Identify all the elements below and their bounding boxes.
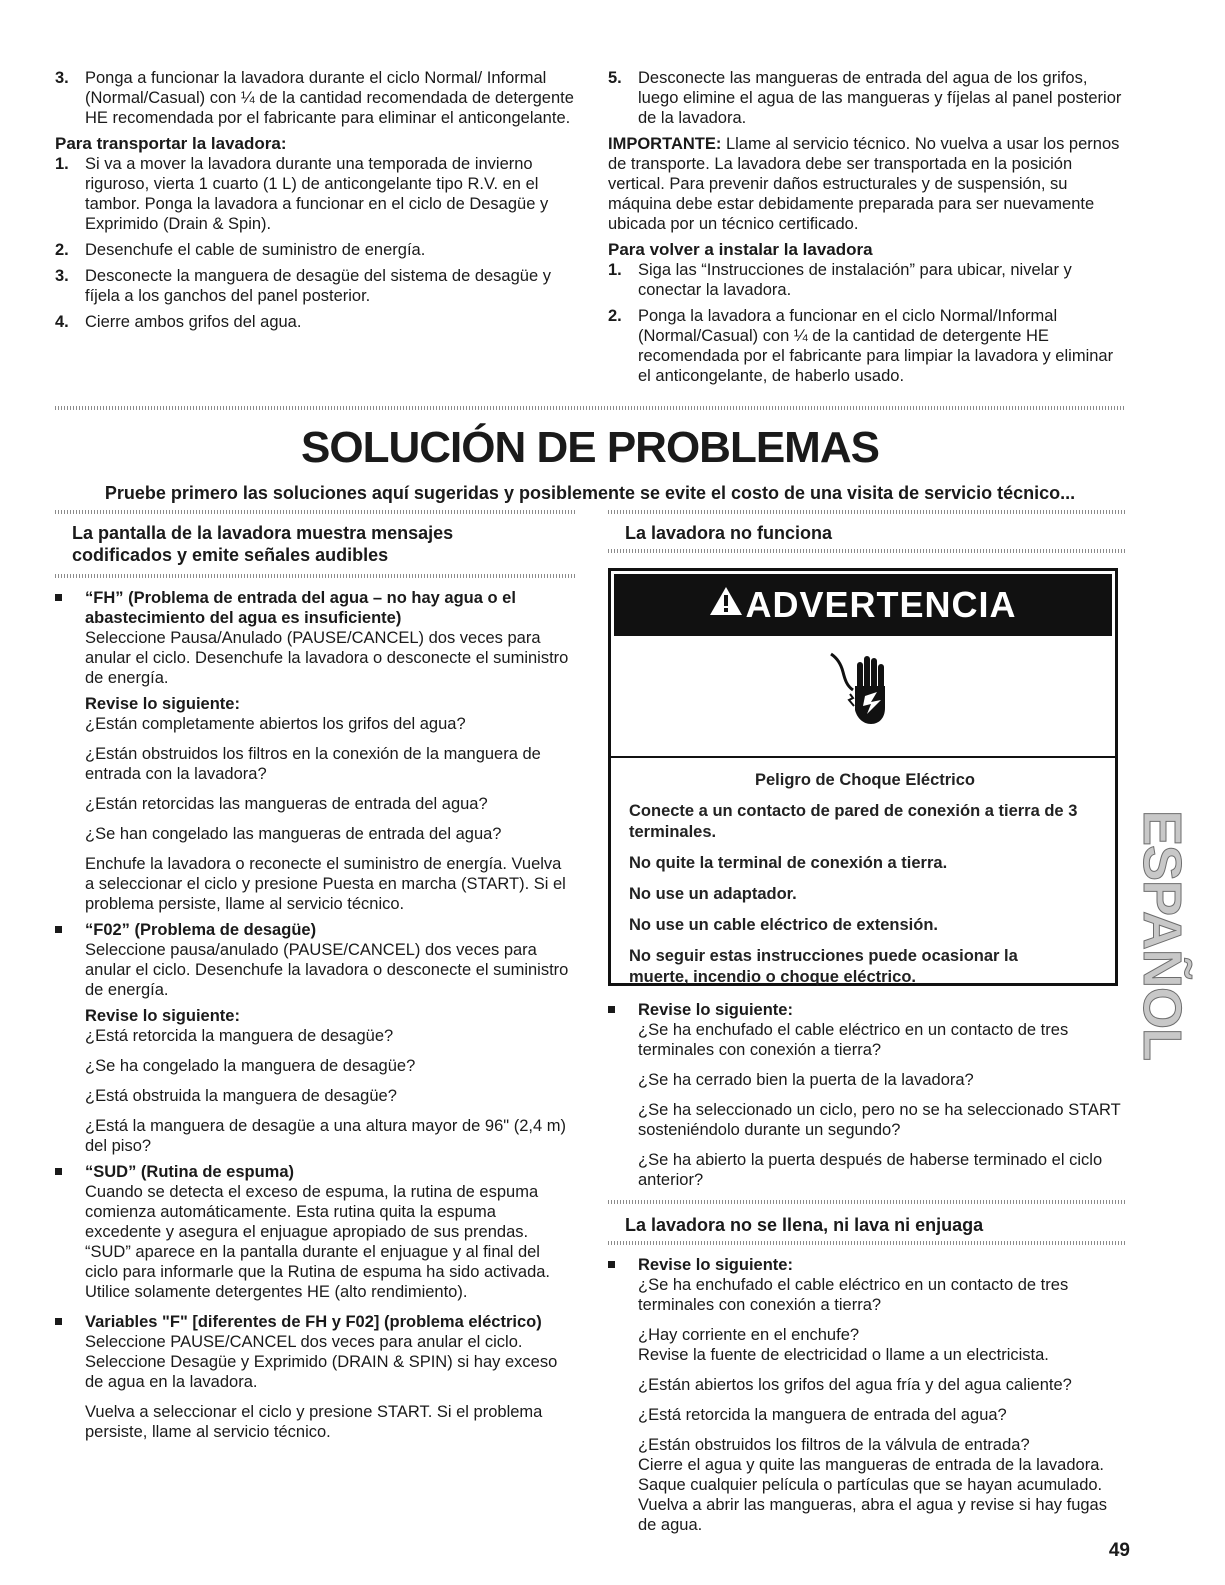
transport-step-1 [55, 154, 575, 234]
warning-hazard: Peligro de Choque Eléctrico [754, 771, 976, 789]
variables-title: Variables "F" [diferentes de FH y F02] (problema eléctrico) [85, 1313, 542, 1331]
nf-q2: ¿Se ha cerrado bien la puerta de la lavadora? [638, 1071, 974, 1089]
sud-item [55, 1162, 575, 1302]
f02-check: Revise lo siguiente: [85, 1007, 240, 1025]
step-number: 3. [55, 267, 69, 285]
warning-line-2: No quite la terminal de conexión a tierra. [629, 854, 948, 872]
electric-shock-hand-icon [611, 646, 1115, 736]
transport-step-2 [55, 240, 575, 260]
right-heading-2: La lavadora no se llena, ni lava ni enjuaga [625, 1215, 984, 1235]
bullet-icon [55, 594, 62, 601]
sud-title: “SUD” (Rutina de espuma) [85, 1163, 295, 1181]
bullet-icon [55, 1318, 62, 1325]
warning-line-5: No seguir estas instrucciones puede ocasionar la muerte, incendio o choque eléctrico. [629, 947, 1018, 986]
not-working-item [608, 1000, 1125, 1190]
nl-q2b: Revise la fuente de electricidad o llame a un electricista. [638, 1346, 1049, 1364]
nl-q4: ¿Está retorcida la manguera de entrada del agua? [638, 1406, 1007, 1424]
step-text: Si va a mover la lavadora durante una temporada de invierno riguroso, vierta 1 cuarto (1 L) de anticongelante tipo R.V. en el tambor. Ponga la lavadora a funcionar en el ciclo de Desagüe y Exprimido (Drain & Spin). [85, 155, 549, 233]
step-number: 1. [55, 155, 69, 173]
warning-body [611, 758, 1115, 988]
step-text: Ponga la lavadora a funcionar en el ciclo Normal/Informal (Normal/Casual) con ¼ de la cantidad de detergente HE recomendada por el fabricante para limpiar la lavadora y eliminar el anticongelante, de haberlo usado. [638, 307, 1114, 385]
fh-end: Enchufe la lavadora o reconecte el suministro de energía. Vuelva a seleccionar el ciclo y presione Puesta en marcha (START). Si el problema persiste, llame al servicio técnico. [85, 855, 566, 913]
reinstall-step-2 [608, 306, 1123, 386]
f02-title: “F02” (Problema de desagüe) [85, 921, 317, 939]
fh-q1: ¿Están completamente abiertos los grifos del agua? [85, 715, 466, 733]
column-divider-left [55, 510, 575, 514]
reinstall-step-1 [608, 260, 1123, 300]
bullet-icon [55, 1168, 62, 1175]
warning-line-1: Conecte a un contacto de pared de conexión a tierra de 3 terminales. [629, 802, 1078, 841]
section-title: SOLUCIÓN DE PROBLEMAS [301, 423, 879, 472]
right-section-divider [608, 1200, 1125, 1204]
right-heading-1-underline [608, 549, 1125, 553]
nl-q5b: Cierre el agua y quite las mangueras de entrada de la lavadora. Saque cualquier película o partículas que se hayan acumulado. Vuelva a abrir las mangueras, abra el agua y revise si hay fugas de agua. [638, 1456, 1107, 1534]
step-5 [608, 68, 1123, 128]
f02-text: Seleccione pausa/anulado (PAUSE/CANCEL) dos veces para anular el ciclo. Desenchufe la lavadora o desconecte el suministro de energía. [85, 941, 569, 999]
nl-q3: ¿Están abiertos los grifos del agua fría y del agua caliente? [638, 1376, 1072, 1394]
important-note [608, 134, 1123, 234]
step-number: 2. [55, 241, 69, 259]
variables-text: Seleccione PAUSE/CANCEL dos veces para anular el ciclo. Seleccione Desagüe y Exprimido (DRAIN & SPIN) si hay exceso de agua en la lavadora. [85, 1333, 558, 1391]
step-text: Desconecte la manguera de desagüe del sistema de desagüe y fíjela a los ganchos del panel posterior. [85, 267, 551, 305]
nf-check: Revise lo siguiente: [638, 1001, 793, 1019]
nl-q1: ¿Se ha enchufado el cable eléctrico en un contacto de tres terminales con conexión a tierra? [638, 1276, 1069, 1314]
warning-line-3: No use un adaptador. [629, 885, 797, 903]
nl-check: Revise lo siguiente: [638, 1256, 793, 1274]
top-left-block [55, 68, 575, 332]
nf-q4: ¿Se ha abierto la puerta después de haberse terminado el ciclo anterior? [638, 1151, 1103, 1189]
step-3 [55, 68, 575, 128]
step-text: Desconecte las mangueras de entrada del agua de los grifos, luego elimine el agua de las mangueras y fíjelas al panel posterior de la lavadora. [638, 69, 1122, 127]
right-column [608, 522, 1125, 1535]
f02-q1: ¿Está retorcida la manguera de desagüe? [85, 1027, 394, 1045]
transport-heading: Para transportar la lavadora: [55, 134, 287, 153]
step-number: 5. [608, 69, 622, 87]
step-text: Desenchufe el cable de suministro de energía. [85, 241, 426, 259]
warning-triangle-icon [709, 573, 743, 635]
page-number: 49 [1108, 1540, 1130, 1561]
left-column [55, 522, 575, 1442]
no-fill-item [608, 1255, 1125, 1535]
right-heading-2-underline [608, 1241, 1125, 1245]
step-number: 2. [608, 307, 622, 325]
fh-title: “FH” (Problema de entrada del agua – no hay agua o el abastecimiento del agua es insuficiente) [85, 589, 516, 627]
left-heading: La pantalla de la lavadora muestra mensajes codificados y emite señales audibles [72, 523, 454, 565]
nl-q2: ¿Hay corriente en el enchufe? [638, 1326, 860, 1344]
warning-title: ADVERTENCIA [745, 584, 1017, 625]
warning-box [608, 568, 1118, 986]
step-number: 4. [55, 313, 69, 331]
section-subtitle: Pruebe primero las soluciones aquí sugeridas y posiblemente se evite el costo de una visita de servicio técnico... [104, 483, 1076, 503]
nl-q5: ¿Están obstruidos los filtros de la válvula de entrada? [638, 1436, 1030, 1454]
variables-item [55, 1312, 575, 1442]
bullet-icon [608, 1006, 615, 1013]
important-label: IMPORTANTE: [608, 135, 722, 153]
fh-q2: ¿Están obstruidos los filtros en la conexión de la manguera de entrada con la lavadora? [85, 745, 541, 783]
warning-line-4: No use un cable eléctrico de extensión. [629, 916, 939, 934]
step-text: Siga las “Instrucciones de instalación” para ubicar, nivelar y conectar la lavadora. [638, 261, 1072, 299]
sud-text: Cuando se detecta el exceso de espuma, la rutina de espuma comienza automáticamente. Esta rutina quita la espuma excedente y asegura el enjuague apropiado de sus prendas. “SUD” aparece en la pantalla durante el enjuague y al final del ciclo para informarle que la Rutina de espuma ha sido activada. Utilice solamente detergentes HE (alto rendimiento). [85, 1183, 551, 1301]
side-tab-text: ESPAÑOL [1132, 809, 1192, 1061]
fh-q4: ¿Se han congelado las mangueras de entrada del agua? [85, 825, 502, 843]
section-divider [55, 406, 1125, 410]
nf-q1: ¿Se ha enchufado el cable eléctrico en un contacto de tres terminales con conexión a tierra? [638, 1021, 1069, 1059]
transport-step-3 [55, 266, 575, 306]
variables-end: Vuelva a seleccionar el ciclo y presione START. Si el problema persiste, llame al servicio técnico. [85, 1403, 543, 1441]
right-heading-1: La lavadora no funciona [625, 523, 833, 543]
important-text: Llame al servicio técnico. No vuelva a usar los pernos de transporte. La lavadora debe ser transportada en la posición vertical. Para prevenir daños estructurales y de suspensión, su máquina debe estar debidamente preparada para ser nuevamente ubicada por un técnico certificado. [608, 135, 1120, 233]
column-divider-right [608, 510, 1125, 514]
f02-q3: ¿Está obstruida la manguera de desagüe? [85, 1087, 397, 1105]
transport-step-4 [55, 312, 575, 332]
reinstall-heading: Para volver a instalar la lavadora [608, 240, 873, 259]
fh-item [55, 588, 575, 914]
f02-q2: ¿Se ha congelado la manguera de desagüe? [85, 1057, 416, 1075]
side-tab-language [1132, 809, 1192, 1061]
step-number: 1. [608, 261, 622, 279]
top-right-block [608, 68, 1123, 386]
fh-q3: ¿Están retorcidas las mangueras de entrada del agua? [85, 795, 488, 813]
nf-q3: ¿Se ha seleccionado un ciclo, pero no se ha seleccionado START sosteniéndolo durante un segundo? [638, 1101, 1121, 1139]
fh-text: Seleccione Pausa/Anulado (PAUSE/CANCEL) dos veces para anular el ciclo. Desenchufe la lavadora o desconecte el suministro de energía. [85, 629, 569, 687]
step-number: 3. [55, 69, 69, 87]
warning-header [614, 574, 1112, 636]
f02-item [55, 920, 575, 1156]
f02-q4: ¿Está la manguera de desagüe a una altura mayor de 96" (2,4 m) del piso? [85, 1117, 566, 1155]
left-heading-underline [55, 574, 575, 578]
bullet-icon [608, 1261, 615, 1268]
bullet-icon [55, 926, 62, 933]
fh-check: Revise lo siguiente: [85, 695, 240, 713]
step-text: Ponga a funcionar la lavadora durante el ciclo Normal/ Informal (Normal/Casual) con ¼ de la cantidad recomendada de detergente HE recomendada por el fabricante para eliminar el anticongelante. [85, 69, 574, 127]
step-text: Cierre ambos grifos del agua. [85, 313, 302, 331]
